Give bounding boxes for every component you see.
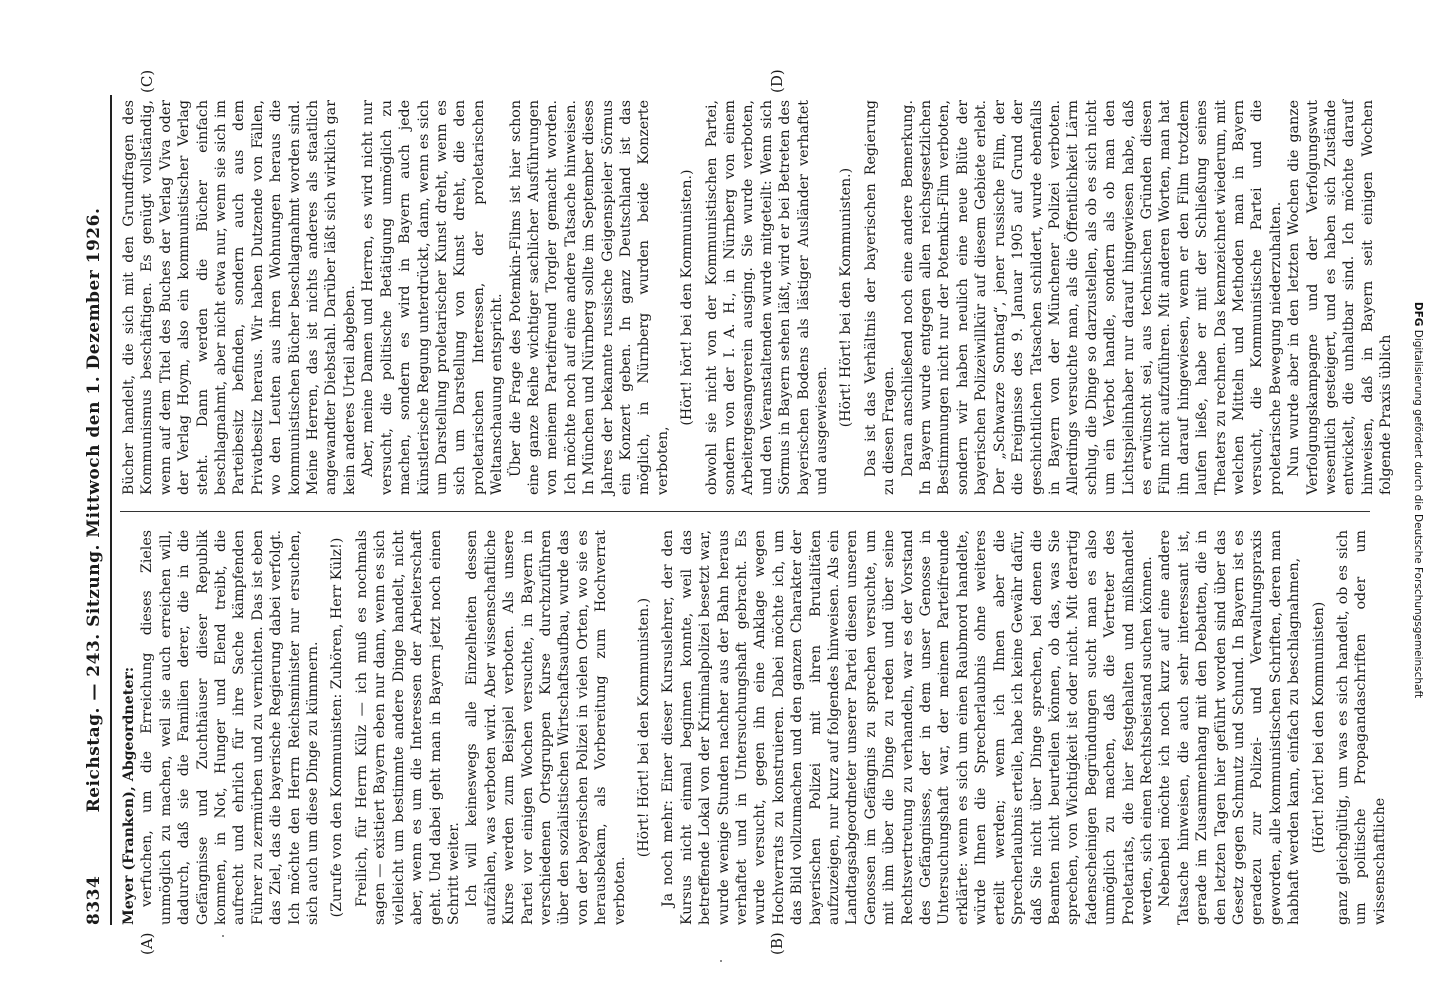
digitization-note [1410,0,1428,1000]
paragraph: Freilich, für Herrn Külz — ich muß es nochmals sagen — existiert Bayern eben nur dann, wenn es sich vielleicht um bestimmte andere Dinge handelt, nicht aber, wenn es um die Interessen der Arbeiterschaft geht. Und dabei geht man in Bayern jetzt noch einen Schritt weiter. [353,530,462,925]
dfg-logo: DFG [1412,301,1424,327]
column-divider [120,511,1370,512]
speaker-name: Meyer (Franken), Abgeordneter: [121,666,137,925]
scan-speck [720,960,722,962]
paragraph: Über die Frage des Potemkin-Films ist hier schon eine ganze Reihe wichtiger sachlicher Ausführungen von meinem Parteifreund Torgler gemacht worden. Ich möchte noch auf eine andere Tatsache hinweisen. In München und Nürnberg sollte im September dieses Jahres der bekannte russische Geigenspieler Sörmus ein Konzert geben. In ganz Deutschland ist das möglich, in Nürnberg wurden beide Konzerte verboten, [507,100,671,495]
left-column [120,530,1388,925]
digitization-text: Digitalisierung gefördert durch die Deutsche Forschungsgemeinschaft [1412,329,1424,699]
right-column [120,100,1395,495]
text-columns [120,95,1395,925]
margin-marker-b: (B) [768,932,786,955]
paragraph: Aber, meine Damen und Herren, es wird nicht nur versucht, die politische Betätigung unmöglich zu machen, sondern es wird in Bayern auch jede künstlerische Regung unterdrückt, dann, wenn es sich um Darstellung proletarischer Kunst dreht, wenn es sich um Darstellung von Kunst dreht, die den proletarischen Interessen, der proletarischen Weltanschauung entspricht. [360,100,506,495]
paragraph: Ja noch mehr: Einer dieser Kursuslehrer, der den Kursus nicht einmal beginnen konnte, weil das betreffende Lokal von der Kriminalpolizei besetzt war, wurde wenige Stunden nachher aus der Bahn heraus verhaftet und in Untersuchungshaft gebracht. Es wurde versucht, gegen ihn eine Anklage wegen Hochverrats zu konstruieren. Dabei möchte ich, um das Bild vollzumachen und den ganzen Charakter der bayerischen Polizei mit ihren Brutalitäten aufzuzeigen, nur kurz auf folgendes hinweisen. Als ein Landtagsabgeordneter unserer Partei diesen unseren Genossen im Gefängnis zu sprechen versuchte, um mit ihm über die Dinge zu reden und über seine Rechtsvertretung zu verhandeln, war es der Vorstand des Gefängnisses, der in dem unser Genosse in Untersuchungshaft war, der meinem Parteifreunde erklärte: wenn es sich um einen Raubmord handelte, würde Ihnen die Sprecherlaubnis ohne weiteres erteilt werden; wenn ich Ihnen aber die Sprecherlaubnis erteile, habe ich keine Gewähr dafür, daß Sie nicht über Dinge sprechen, bei denen die Beamten nicht beurteilen können, ob das, was Sie sprechen, von Wichtigkeit ist oder nicht. Mit derartig fadenscheinigen Begründungen sucht man es also unmöglich zu machen, daß die Vertreter des Proletariats, die hier festgehalten und mißhandelt werden, sich einen Rechtsbeistand suchen können. [660,530,1155,925]
paragraph: Daran anschließend noch eine andere Bemerkung. In Bayern wurde entgegen allen reichsgesetzlichen Bestimmungen nicht nur der Potemkin-Film verboten, sondern wir haben neulich eine neue Blüte der bayerischen Polizeiwillkür auf diesem Gebiete erlebt. Der „Schwarze Sonntag“, jener russische Film, der die Ereignisse des 9. Januar 1905 auf Grund der geschichtlichen Tatsachen schildert, wurde ebenfalls in Bayern von der Münchener Polizei verboten. Allerdings versuchte man, als die Öffentlichkeit Lärm schlug, die Dinge so darzustellen, als ob es sich nicht um ein Verbot handle, sondern als ob man den Lichtspielinhaber nur darauf hingewiesen habe, daß es erwünscht sei, aus technischen Gründen diesen Film nicht aufzuführen. Mit anderen Worten, man hat ihn darauf hingewiesen, wenn er den Film trotzdem laufen ließe, habe er mit der Schließung seines Theaters zu rechnen. Das kennzeichnet wiederum, mit welchen Mitteln und Methoden man in Bayern versucht, die Kommunistische Partei und die proletarische Bewegung niederzuhalten. [899,100,1284,495]
interjection: (Hört! Hört! bei den Kommunisten.) [635,597,652,858]
interjection: (Zurufe von den Kommunisten: Zuhören, Herr Külz!) [329,537,346,918]
header-rule [110,95,112,925]
interjection: (Hört! hört! bei den Kommunisten.) [679,169,696,426]
paragraph: Nun wurde aber in den letzten Wochen die ganze Verfolgungskampagne und der Verfolgungswut wesentlich gesteigert, und es haben sich Zustände entwickelt, die unhaltbar sind. Ich möchte darauf hinweisen, daß in Bayern seit einigen Wochen folgende Praxis üblich [1286,100,1395,495]
paragraph: obwohl sie nicht von der Kommunistischen Partei, sondern von der I. A. H., in Nürnberg von einem Arbeitergesangverein ausging. Sie wurde verboten, und den Veranstaltenden wurde mitgeteilt: Wenn sich Sörmus in Bayern sehen läßt, wird er bei Betreten des bayerischen Bodens als lästiger Ausländer verhaftet und ausgewiesen. [703,100,831,495]
page-number: 8334 [84,875,104,925]
margin-marker-a: (A) [138,932,156,955]
paragraph: Bücher handelt, die sich mit den Grundfragen des Kommunismus beschäftigen. Es genügt vollständig, wenn auf dem Titel des Buches der Verlag Viva oder der Verlag Hoym, also ein kommunistischer Verlag steht. Dann werden die Bücher einfach beschlagnahmt, aber nicht etwa nur, wenn sie sich im Parteibesitz befinden, sondern auch aus dem Privatbesitz heraus. Wir haben Dutzende von Fällen, wo den Leuten aus ihren Wohnungen heraus die kommunistischen Bücher beschlagnahmt worden sind. Meine Herren, das ist nichts anderes als staatlich angewandter Diebstahl. Darüber läßt sich wirklich gar kein anderes Urteil abgeben. [121,100,358,495]
paragraph: Ich will keineswegs alle Einzelheiten dessen aufzählen, was verboten wird. Aber wissenschaftliche Kurse werden zum Beispiel verboten. Als unsere Partei vor einigen Wochen versuchte, in Bayern in verschiedenen Ortsgruppen Kurse durchzuführen über den sozialistischen Wirtschaftsaufbau, wurde das von der bayerischen Polizei in vielen Orten, wo sie es herausbekam, als Vorbereitung zum Hochverrat verboten. [464,530,628,925]
interjection: (Hört! Hört! bei den Kommunisten.) [838,167,855,428]
paragraph: verfuchen, um die Erreichung dieses Zieles unmöglich zu machen, weil sie auch erreichen will, dadurch, daß sie die Familien derer, die in die Gefängnisse und Zuchthäuser dieser Republik kommen, in Not, Hunger und Elend treibt, die aufrecht und ehrlich für ihre Sache kämpfenden Führer zu zermürben und zu vernichten. Das ist eben das Ziel, das die bayerische Regierung dabei verfolgt. Ich möchte den Herrn Reichsminister nur ersuchen, sich auch um diese Dinge zu kümmern. [139,530,322,925]
margin-marker-c: (C) [138,69,156,93]
interjection: (Hört! hört! bei den Kommunisten) [1310,601,1327,854]
digitization-text-wrap [1412,0,1424,1000]
paragraph: Nebenbei möchte ich noch kurz auf eine andere Tatsache hinweisen, die auch sehr interessant ist, gerade im Zusammenhang mit den Debatten, die in den letzten Tagen hier geführt worden sind über das Gesetz gegen Schmutz und Schund. In Bayern ist es geradezu zur Polizei- und Verwaltungspraxis geworden, alle kommunistischen Schriften, deren man habhaft werden kann, einfach zu beschlagnahmen, [1157,530,1303,925]
page-header [78,95,112,925]
margin-marker-d: (D) [768,69,786,93]
running-title: Reichstag. — 243. Sitzung. Mittwoch den 1. Dezember 1926. [84,207,104,813]
document-page [78,69,1395,955]
scan-speck [222,935,224,937]
paragraph: Das ist das Verhältnis der bayerischen Regierung zu diesen Fragen. [862,100,898,495]
speaker-line [120,530,138,925]
paragraph: ganz gleichgültig, um was es sich handelt, ob es sich um politische Propagandaschriften oder um wissenschaftliche [1335,530,1388,925]
